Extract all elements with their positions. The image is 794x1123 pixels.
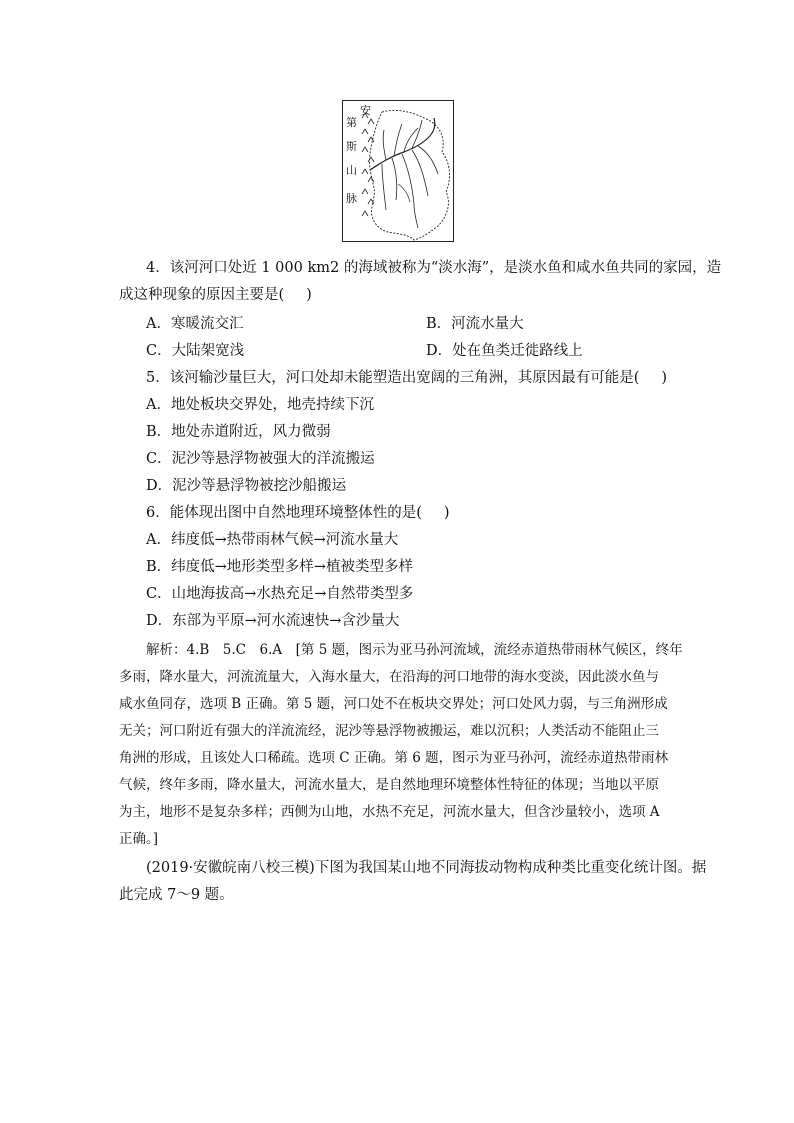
q6-stem-close: )	[443, 505, 450, 521]
q6-option-a: A．纬度低→热带雨林气候→河流水量大	[146, 532, 399, 548]
map-label-1: 安	[360, 104, 371, 117]
q5-stem-text: 5．该河输沙量巨大，河口处却未能塑造出宽阔的三角洲，其原因最有可能是(	[146, 370, 640, 386]
q4-stem-line1: 4．该河河口处近 1 000 km2 的海域被称为“淡水海”，是淡水鱼和咸水鱼共同的家园，造	[146, 260, 722, 276]
q5-option-d: D．泥沙等悬浮物被挖沙船搬运	[146, 478, 347, 494]
q5-option-b: B．地处赤道附近，风力微弱	[146, 424, 331, 440]
explanation-line8: 正确。]	[119, 831, 159, 847]
explanation-line3: 咸水鱼同存，选项 B 正确。第 5 题，河口处不在板块交界处；河口处风力弱，与三角洲形成	[119, 696, 668, 712]
q4-option-d: D．处在鱼类迁徙路线上	[426, 343, 583, 359]
map-label-3: 斯	[346, 140, 357, 153]
q6-option-c: C．山地海拔高→水热充足→自然带类型多	[146, 586, 414, 602]
q4-stem-line2	[119, 285, 312, 305]
explanation-line6: 气候，终年多雨，降水量大，河流水量大，是自然地理环境整体性特征的体现；当地以平原	[119, 777, 659, 793]
explanation-line5: 角洲的形成，且该处人口稀疏。选项 C 正确。第 6 题，图示为亚马孙河，流经赤道热带雨林	[119, 750, 669, 766]
map-label-2: 第	[346, 116, 357, 129]
q5-option-c: C．泥沙等悬浮物被强大的洋流搬运	[146, 451, 375, 467]
q4-stem-close: )	[306, 287, 312, 303]
q4-option-b: B．河流水量大	[426, 316, 524, 332]
explanation-line4: 无关；河口附近有强大的洋流流经，泥沙等悬浮物被搬运，难以沉积；人类活动不能阻止三	[119, 723, 659, 739]
q5-stem-close: )	[661, 370, 668, 386]
q5-option-a: A．地处板块交界处，地壳持续下沉	[146, 397, 374, 413]
q6-option-b: B．纬度低→地形类型多样→植被类型多样	[146, 559, 413, 575]
q4-stem-text: 成这种现象的原因主要是(	[119, 287, 285, 303]
q5-stem	[146, 368, 667, 388]
map-label-5: 脉	[346, 192, 357, 205]
q6-stem-text: 6．能体现出图中自然地理环境整体性的是(	[146, 505, 422, 521]
intro-line2: 此完成 7～9 题。	[119, 887, 234, 903]
explanation-line1: 解析：4.B 5.C 6.A [第 5 题，图示为亚马孙河流域，流经赤道热带雨林气候区，终年	[146, 642, 683, 658]
q6-option-d: D．东部为平原→河水流速快→含沙量大	[146, 613, 400, 629]
q4-option-a: A．寒暖流交汇	[146, 316, 244, 332]
explanation-line7: 为主，地形不是复杂多样；西侧为山地，水热不充足，河流水量大，但含沙量较小，选项 A	[119, 804, 660, 820]
q6-stem	[146, 503, 450, 523]
map-label-4: 山	[346, 164, 357, 177]
q4-option-c: C．大陆架宽浅	[146, 343, 245, 359]
intro-line1: (2019·安徽皖南八校三模)下图为我国某山地不同海拔动物构成种类比重变化统计图。据	[146, 860, 707, 876]
river-basin-map	[342, 100, 454, 242]
explanation-line2: 多雨，降水量大，河流流量大，入海水量大，在沿海的河口地带的海水变淡，因此淡水鱼与	[119, 669, 659, 685]
